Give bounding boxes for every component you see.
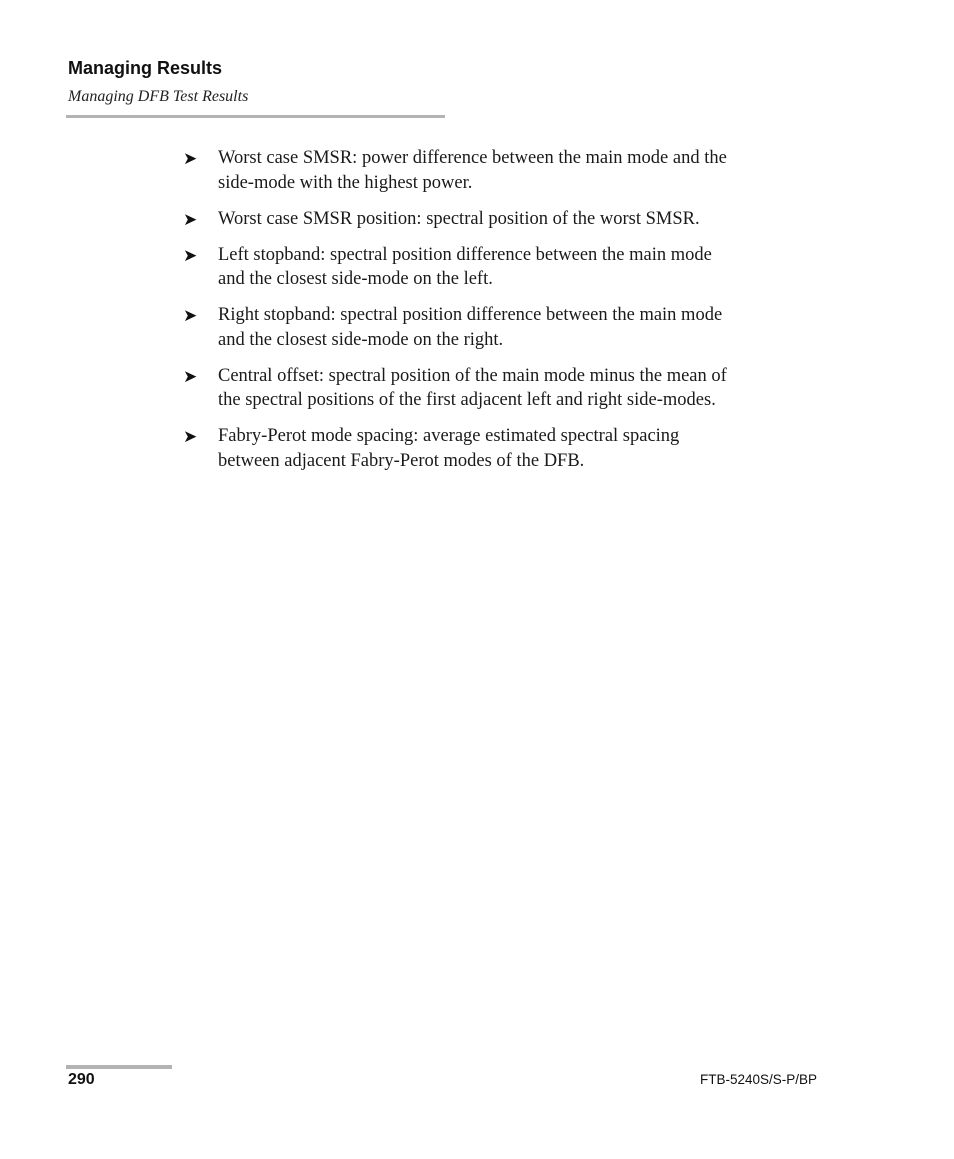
arrowhead-bullet-icon: ➤ <box>183 306 198 326</box>
list-item-line: and the closest side-mode on the left. <box>218 269 493 289</box>
list-item-line: Fabry-Perot mode spacing: average estimated spectral spacing <box>218 426 680 446</box>
section-subtitle: Managing DFB Test Results <box>68 88 249 105</box>
list-item-line: Worst case SMSR: power difference between the main mode and the <box>218 148 727 168</box>
chapter-title: Managing Results <box>68 58 223 78</box>
list-item-line: Worst case SMSR position: spectral position of the worst SMSR. <box>218 208 700 229</box>
definition-list <box>183 146 823 485</box>
list-item-line: side-mode with the highest power. <box>218 172 473 193</box>
list-item <box>183 243 823 292</box>
list-item <box>183 364 823 413</box>
list-item-line: between adjacent Fabry-Perot modes of the DFB. <box>218 450 585 471</box>
list-item-line: the spectral positions of the first adjacent left and right side-modes. <box>218 390 716 410</box>
page-number: 290 <box>68 1071 95 1088</box>
list-item-line: Left stopband: spectral position difference between the main mode <box>218 244 712 265</box>
arrowhead-bullet-icon: ➤ <box>183 245 198 266</box>
arrowhead-bullet-icon: ➤ <box>183 149 198 169</box>
list-item <box>183 146 823 195</box>
list-item-line: and the closest side-mode on the right. <box>218 329 504 350</box>
arrowhead-bullet-icon: ➤ <box>183 209 198 230</box>
product-id: FTB-5240S/S-P/BP <box>699 1072 817 1087</box>
list-item-line: Central offset: spectral position of the main mode minus the mean of <box>218 365 727 386</box>
list-item-line: Right stopband: spectral position difference between the main mode <box>218 305 723 325</box>
arrowhead-bullet-icon: ➤ <box>183 366 198 387</box>
footer-divider <box>66 1065 172 1069</box>
list-item <box>183 207 823 232</box>
list-item <box>183 424 823 473</box>
arrowhead-bullet-icon: ➤ <box>183 427 198 447</box>
list-item <box>183 303 823 352</box>
page-header <box>68 57 248 107</box>
header-divider <box>66 115 445 118</box>
